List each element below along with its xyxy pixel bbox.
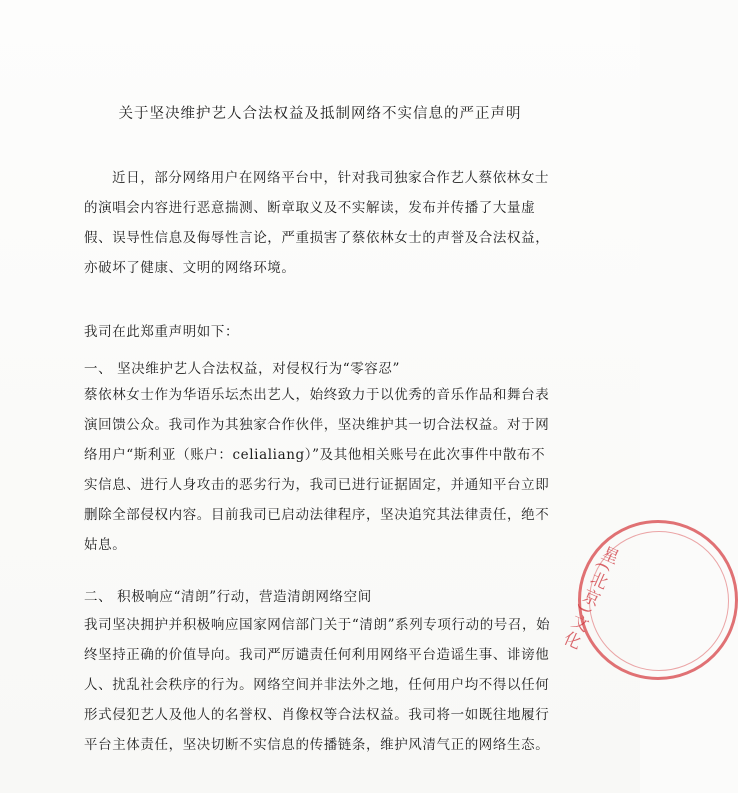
company-seal-stamp <box>557 520 738 680</box>
declaration-intro: 我司在此郑重声明如下： <box>84 324 240 340</box>
section-2-heading: 二、 积极响应“清朗”行动，营造清朗网络空间 <box>84 589 372 605</box>
section-1-heading: 一、 坚决维护艺人合法权益，对侵权行为“零容忍” <box>84 361 400 377</box>
section-1-body: 蔡依林女士作为华语乐坛杰出艺人，始终致力于以优秀的音乐作品和舞台表演回馈公众。我司作为其独家合作伙伴，坚决维护其一切合法权益。对于网络用户“斯利亚（账户：celialiang）”及其他相关账号在此次事件中散布不实信息、进行人身攻击的恶劣行为，我司已进行证据固定，并通知平台立即删除全部侵权内容。目前我司已启动法律程序，坚决追究其法律责任，绝不姑息。 <box>84 387 550 553</box>
opening-paragraph: 近日，部分网络用户在网络平台中，针对我司独家合作艺人蔡依林女士的演唱会内容进行恶意揣测、断章取义及不实解读，发布并传播了大量虚假、误导性信息及侮辱性言论，严重损害了蔡依林女士的声誉及合法权益，亦破坏了健康、文明的网络环境。 <box>84 170 550 276</box>
section-2-body: 我司坚决拥护并积极响应国家网信部门关于“清朗”系列专项行动的号召，始终坚持正确的价值导向。我司严厉谴责任何利用网络平台造谣生事、诽谤他人、扰乱社会秩序的行为。网络空间并非法外之地，任何用户均不得以任何形式侵犯艺人及他人的名誉权、肖像权等合法权益。我司将一如既往地履行平台主体责任，坚决切断不实信息的传播链条，维护风清气正的网络生态。 <box>84 617 551 753</box>
document-title: 关于坚决维护艺人合法权益及抵制网络不实信息的严正声明 <box>118 106 522 122</box>
seal-text: 星(北京)文化 <box>557 541 622 653</box>
